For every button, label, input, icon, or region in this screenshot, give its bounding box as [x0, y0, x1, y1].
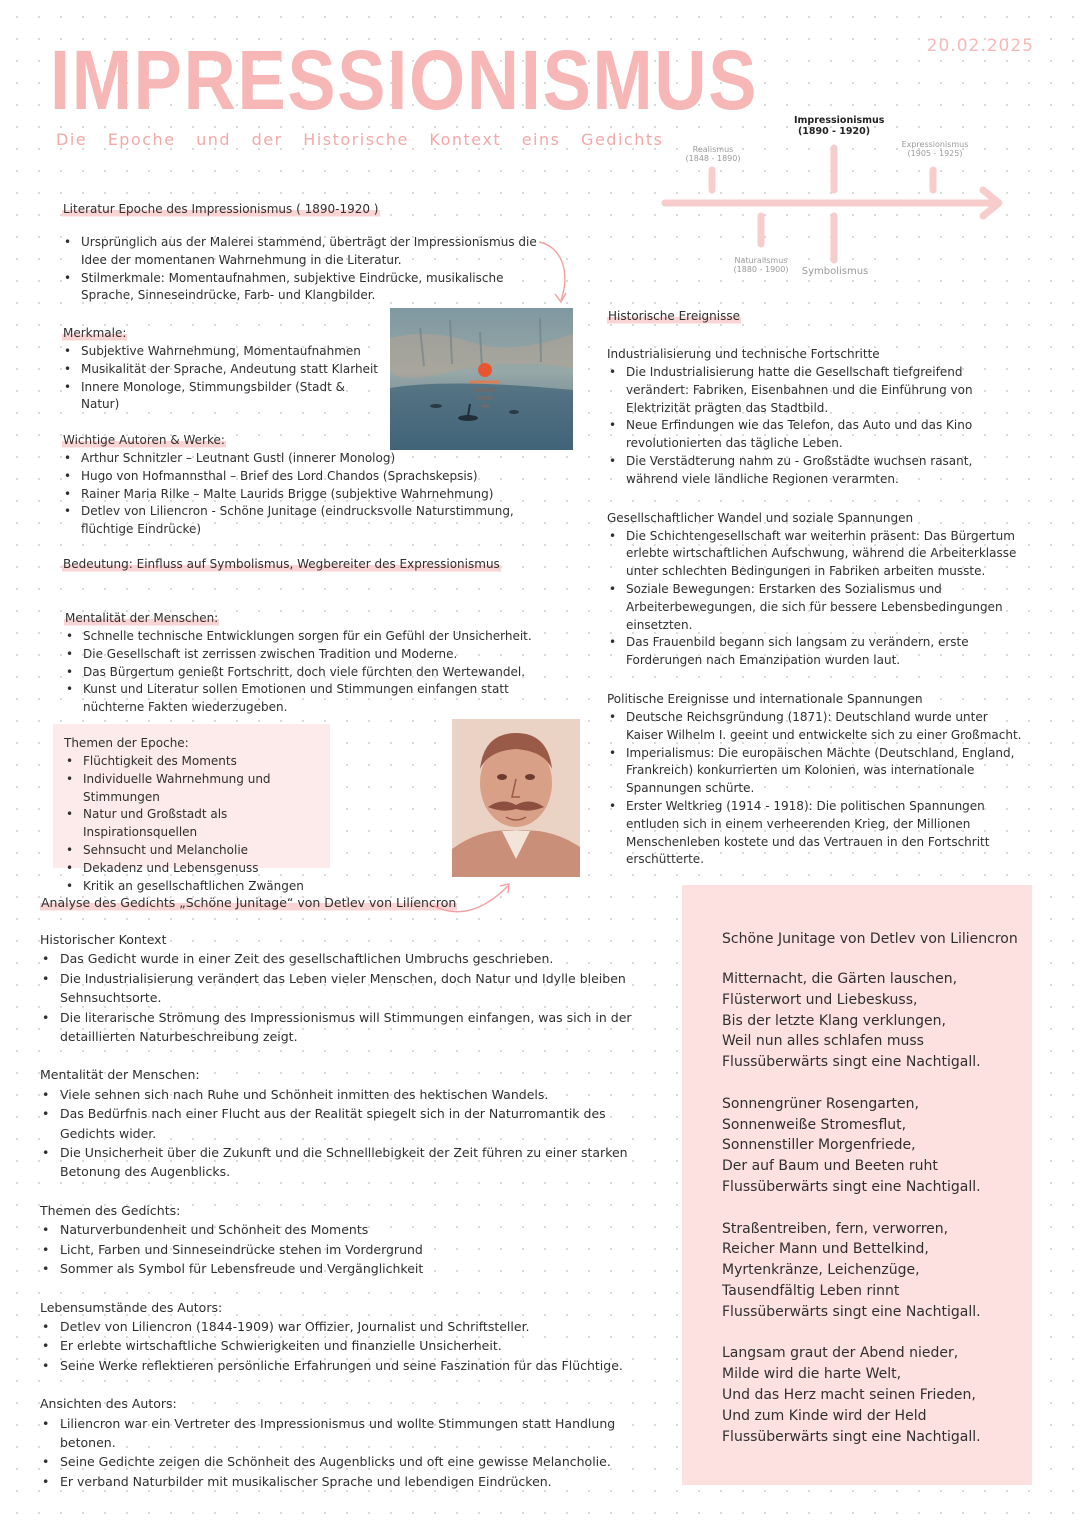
poem-stanza — [722, 1343, 1022, 1447]
autoren-list — [62, 450, 532, 539]
poem-line: Sonnenstiller Morgenfriede, — [722, 1137, 916, 1154]
list-item: • Licht, Farben und Sinneseindrücke stehen im Vordergrund — [40, 1240, 650, 1259]
list-item: • Deutsche Reichsgründung (1871): Deutschland wurde unter Kaiser Wilhelm I. geeint und entwickelte sich zu einer Großmacht. — [607, 709, 1022, 745]
history-list — [607, 528, 1022, 670]
poem-stanza — [722, 969, 1022, 1073]
poem-line: Weil nun alles schlafen muss — [722, 1033, 924, 1050]
poem-line: Tausendfältig Leben rinnt — [722, 1282, 900, 1299]
history-section-title: Industrialisierung und technische Fortschritte — [607, 347, 880, 361]
list-item: • Rainer Maria Rilke – Malte Laurids Brigge (subjektive Wahrnehmung) — [62, 486, 532, 504]
list-item: • Natur und Großstadt als Inspirationsquellen — [64, 806, 326, 842]
analysis-section-title: Historischer Kontext — [40, 932, 167, 947]
analysis-list — [40, 1317, 650, 1375]
poem-line: Mitternacht, die Gärten lauschen, — [722, 971, 958, 987]
merkmale-heading: Merkmale: — [63, 326, 127, 340]
list-item: • Die Unsicherheit über die Zukunft und die Schnelllebigkeit der Zeit führen zu einer starken Betonung des Augenblicks. — [40, 1143, 650, 1182]
analysis-heading: Analyse des Gedichts „Schöne Junitage“ von Detlev von Liliencron — [41, 895, 457, 910]
epoch-intro-list — [62, 234, 552, 305]
poem-line: Sonnenweiße Stromesflut, — [722, 1116, 907, 1133]
list-item: • Er verband Naturbilder mit musikalischer Sprache und lebendigen Eindrücken. — [40, 1472, 650, 1491]
analysis-section-title: Mentalität der Menschen: — [40, 1067, 200, 1083]
author-portrait — [452, 719, 580, 877]
poem-line: Flüsterwort und Liebeskuss, — [722, 991, 918, 1008]
history-list — [607, 709, 1022, 869]
list-item: • Naturverbundenheit und Schönheit des Moments — [40, 1220, 650, 1239]
poem-line: Und zum Kinde wird der Held — [722, 1407, 927, 1424]
list-item: • Die Industrialisierung hatte die Gesellschaft tiefgreifend verändert: Fabriken, Eisenbahnen und die Einführung von Elektrizität prägten das Stadtbild. — [607, 364, 1022, 417]
poem-line: Reicher Mann und Bettelkind, — [722, 1241, 929, 1258]
history-list — [607, 364, 1022, 489]
list-item: • Das Bürgertum genießt Fortschritt, doch viele fürchten den Wertewandel. — [64, 664, 564, 682]
analysis-ansichten — [40, 1394, 650, 1491]
poem-line: Langsam graut der Abend nieder, — [722, 1345, 959, 1362]
mentalitaet-list — [64, 628, 564, 717]
poem-line: Milde wird die harte Welt, — [722, 1366, 902, 1383]
merkmale-list — [62, 343, 382, 414]
analysis-section-title: Ansichten des Autors: — [40, 1396, 177, 1412]
history-gesellschaft — [607, 507, 1022, 670]
poem-line: Myrtenkränze, Leichenzüge, — [722, 1262, 920, 1279]
analysis-list — [40, 1085, 650, 1182]
mentalitaet-heading: Mentalität der Menschen: — [65, 611, 219, 625]
list-item: • Individuelle Wahrnehmung und Stimmungen — [64, 771, 326, 807]
poem-title: Schöne Junitage von Detlev von Liliencron — [722, 931, 1018, 947]
analysis-list — [40, 1220, 650, 1278]
history-heading: Historische Ereignisse — [608, 309, 740, 323]
list-item: • Sehnsucht und Melancholie — [64, 842, 326, 860]
poem-content — [722, 929, 1022, 1468]
list-item: • Seine Werke reflektieren persönliche Erfahrungen und seine Faszination für das Flüchtige. — [40, 1356, 650, 1375]
list-item: • Innere Monologe, Stimmungsbilder (Stadt & Natur) — [62, 379, 382, 415]
date: 20.02.2025 — [926, 36, 1034, 56]
history-industrialisierung — [607, 343, 1022, 489]
list-item: • Das Bedürfnis nach einer Flucht aus der Realität spiegelt sich in der Naturromantik des Gedichts wider. — [40, 1104, 650, 1143]
list-item: • Flüchtigkeit des Moments — [64, 753, 326, 771]
list-item: • Die Gesellschaft ist zerrissen zwischen Tradition und Moderne. — [64, 646, 564, 664]
list-item: • Imperialismus: Die europäischen Mächte (Deutschland, England, Frankreich) konkurrierten um Kolonien, was internationale Spannungen schürte. — [607, 745, 1022, 798]
list-item: • Die Verstädterung nahm zu - Großstädte wuchsen rasant, während viele ländliche Regionen verarmten. — [607, 453, 1022, 489]
list-item: • Liliencron war ein Vertreter des Impressionismus und wollte Stimmungen statt Handlung betonen. — [40, 1414, 650, 1453]
list-item: • Die Industrialisierung verändert das Leben vieler Menschen, doch Natur und Idylle bleiben Sehnsuchtsorte. — [40, 969, 650, 1008]
list-item: • Stilmerkmale: Momentaufnahmen, subjektive Eindrücke, musikalische Sprache, Sinneseindrücke, Farb- und Klangbilder. — [62, 270, 552, 306]
list-item: • Detlev von Liliencron - Schöne Junitage (eindrucksvolle Naturstimmung, flüchtige Eindrücke) — [62, 503, 532, 539]
analysis-heading-wrap — [40, 892, 457, 912]
list-item: • Erster Weltkrieg (1914 - 1918): Die politischen Spannungen entluden sich in einem verheerenden Krieg, der Millionen Menschenleben kostete und das Vertrauen in den Fortschritt erschütterte. — [607, 798, 1022, 869]
timeline-label-impressionismus: Impressionismus (1890 - 1920) — [794, 115, 885, 137]
analysis-mentalitaet — [40, 1065, 650, 1181]
poem-line: Straßentreiben, fern, verworren, — [722, 1220, 949, 1237]
timeline-label-symbolismus: Symbolismus — [801, 266, 869, 277]
analysis-themen — [40, 1201, 650, 1279]
page-subtitle: Die Epoche und der Historische Kontext eins Gedichts — [56, 130, 664, 149]
list-item: • Viele sehnen sich nach Ruhe und Schönheit inmitten des hektischen Wandels. — [40, 1085, 650, 1104]
autoren-heading: Wichtige Autoren & Werke: — [63, 433, 225, 447]
timeline — [655, 110, 1015, 285]
poem-line: Flussüberwärts singt eine Nachtigall. — [722, 1178, 981, 1195]
history-section-title: Politische Ereignisse und internationale Spannungen — [607, 691, 923, 706]
history-politik — [607, 688, 1022, 869]
list-item: • Seine Gedichte zeigen die Schönheit des Augenblicks und oft eine gewisse Melancholie. — [40, 1452, 650, 1471]
portrait-graphic — [452, 719, 580, 877]
list-item: • Subjektive Wahrnehmung, Momentaufnahmen — [62, 343, 382, 361]
list-item: • Kritik an gesellschaftlichen Zwängen — [64, 878, 326, 896]
themen-heading: Themen der Epoche: — [64, 736, 189, 750]
curved-arrow-to-painting — [535, 236, 575, 308]
bedeutung-text: Bedeutung: Einfluss auf Symbolismus, Wegbereiter des Expressionismus — [63, 557, 500, 571]
list-item: • Die literarische Strömung des Impressionismus will Stimmungen einfangen, was sich in der detaillierten Naturbeschreibung zeigt. — [40, 1008, 650, 1047]
epoch-heading: Literatur Epoche des Impressionismus ( 1890-1920 ) — [63, 202, 379, 216]
list-item: • Ursprünglich aus der Malerei stammend, überträgt der Impressionismus die Idee der momentanen Wahrnehmung in die Literatur. — [62, 234, 552, 270]
list-item: • Die Schichtengesellschaft war weiterhin präsent: Das Bürgertum erlebte wirtschaftlichen Aufschwung, während die Arbeiterklasse unter schlechten Bedingungen in Fabriken arbeiten musste. — [607, 528, 1022, 581]
list-item: • Arthur Schnitzler – Leutnant Gustl (innerer Monolog) — [62, 450, 532, 468]
analysis-kontext — [40, 930, 650, 1046]
poem-line: Bis der letzte Klang verklungen, — [722, 1012, 946, 1029]
list-item: • Dekadenz und Lebensgenuss — [64, 860, 326, 878]
list-item: • Neue Erfindungen wie das Telefon, das Auto und das Kino revolutionierten das tägliche Leben. — [607, 417, 1022, 453]
analysis-section-title: Lebensumstände des Autors: — [40, 1299, 223, 1315]
analysis-lebensumstaende — [40, 1298, 650, 1376]
poem-stanza — [722, 1219, 1022, 1323]
poem-line: Und das Herz macht seinen Frieden, — [722, 1386, 976, 1403]
themen-box — [53, 724, 330, 893]
mentalitaet-section — [64, 607, 564, 717]
list-item: • Er erlebte wirtschaftliche Schwierigkeiten und finanzielle Unsicherheit. — [40, 1336, 650, 1355]
timeline-label-expressionismus: Expressionismus (1905 - 1925) — [901, 140, 969, 158]
themen-content — [64, 732, 326, 895]
list-item: • Musikalität der Sprache, Andeutung statt Klarheit — [62, 361, 382, 379]
list-item: • Schnelle technische Entwicklungen sorgen für ein Gefühl der Unsicherheit. — [64, 628, 564, 646]
list-item: • Sommer als Symbol für Lebensfreude und Vergänglichkeit — [40, 1259, 650, 1278]
curved-arrow-to-portrait — [430, 880, 520, 920]
merkmale-section — [62, 322, 382, 414]
analysis-list — [40, 1414, 650, 1492]
poem-line: Flussüberwärts singt eine Nachtigall. — [722, 1428, 981, 1445]
poem-box — [682, 885, 1032, 1485]
timeline-label-naturalismus: Naturalismus (1880 - 1900) — [733, 256, 789, 274]
epoch-section — [62, 198, 552, 305]
analysis-list — [40, 949, 650, 1046]
analysis-section — [40, 930, 650, 1491]
list-item: • Hugo von Hofmannsthal – Brief des Lord Chandos (Sprachskepsis) — [62, 468, 532, 486]
list-item: • Das Gedicht wurde in einer Zeit des gesellschaftlichen Umbruchs geschrieben. — [40, 949, 650, 968]
poem-line: Sonnengrüner Rosengarten, — [722, 1095, 919, 1112]
poem-line: Flussüberwärts singt eine Nachtigall. — [722, 1054, 981, 1071]
list-item: • Detlev von Liliencron (1844-1909) war Offizier, Journalist und Schriftsteller. — [40, 1317, 650, 1336]
list-item: • Kunst und Literatur sollen Emotionen und Stimmungen einfangen statt nüchterne Fakten wiederzugeben. — [64, 681, 564, 717]
analysis-section-title: Themen des Gedichts: — [40, 1202, 181, 1218]
poem-stanza — [722, 1094, 1022, 1198]
timeline-label-realismus: Realismus (1848 - 1890) — [685, 145, 741, 163]
history-section-title: Gesellschaftlicher Wandel und soziale Spannungen — [607, 510, 914, 525]
poem-line: Der auf Baum und Beeten ruht — [722, 1158, 938, 1175]
themen-list — [64, 753, 326, 895]
list-item: • Das Frauenbild begann sich langsam zu verändern, erste Forderungen nach Emanzipation wurden laut. — [607, 634, 1022, 670]
list-item: • Soziale Bewegungen: Erstarken des Sozialismus und Arbeiterbewegungen, die sich für bessere Lebensbedingungen einsetzten. — [607, 581, 1022, 634]
autoren-section — [62, 429, 532, 539]
poem-line: Flussüberwärts singt eine Nachtigall. — [722, 1303, 981, 1320]
history-section — [607, 305, 1022, 869]
bedeutung — [62, 553, 501, 573]
page-title: IMPRESSIONISMUS — [50, 33, 759, 127]
